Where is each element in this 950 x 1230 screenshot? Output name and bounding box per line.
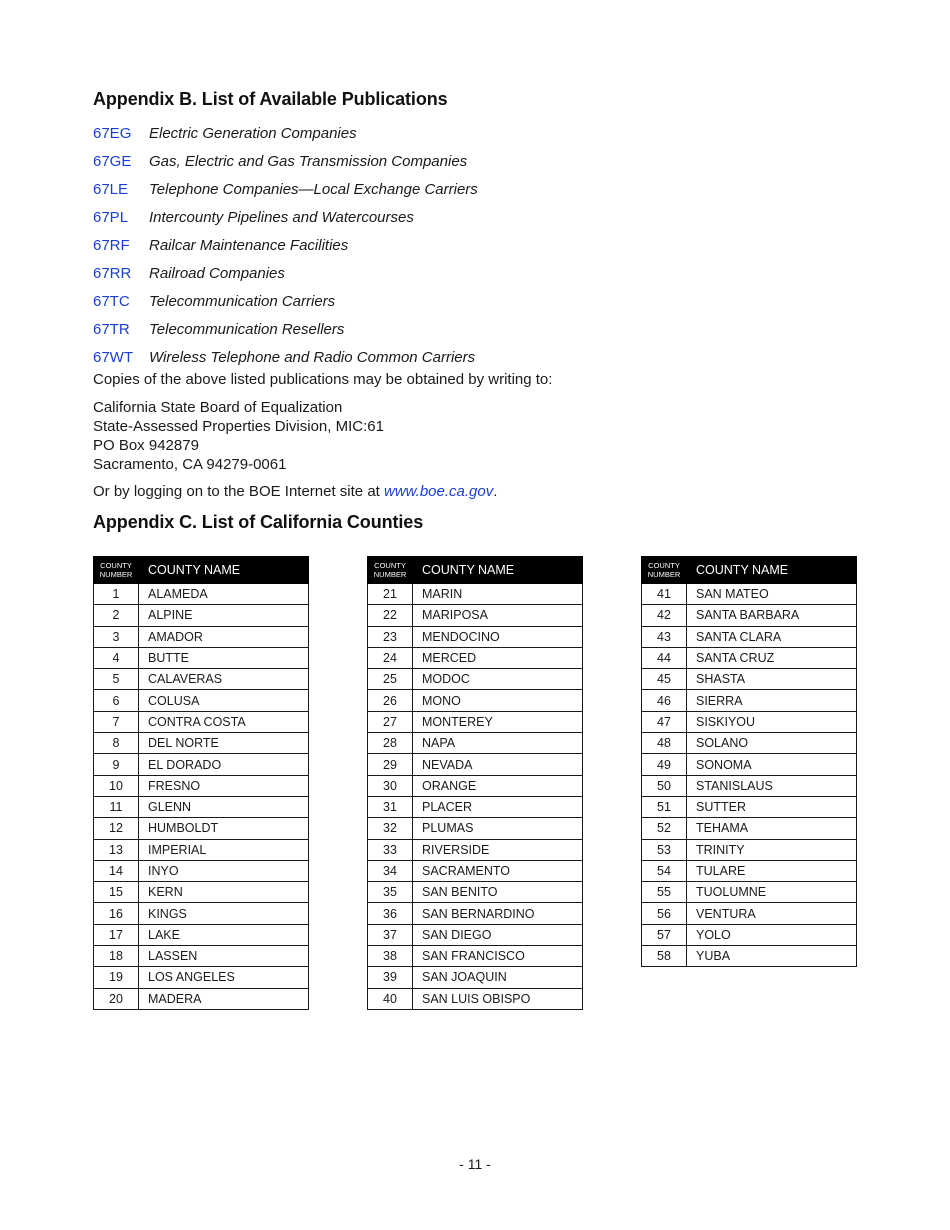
table-row bbox=[368, 860, 583, 881]
county-number: 42 bbox=[642, 605, 687, 626]
county-name: TRINITY bbox=[687, 839, 857, 860]
county-number-header-line: NUMBER bbox=[373, 570, 407, 579]
county-number-header-line: NUMBER bbox=[99, 570, 133, 579]
county-name: SOLANO bbox=[687, 733, 857, 754]
county-number: 12 bbox=[94, 818, 139, 839]
county-name-header: COUNTY NAME bbox=[139, 557, 309, 584]
county-name: SAN MATEO bbox=[687, 584, 857, 605]
county-number: 3 bbox=[94, 626, 139, 647]
publication-title: Railroad Companies bbox=[149, 264, 285, 282]
publication-title: Telephone Companies—Local Exchange Carriers bbox=[149, 180, 478, 198]
county-number: 24 bbox=[368, 647, 413, 668]
table-row bbox=[94, 882, 309, 903]
table-row bbox=[94, 839, 309, 860]
county-table-header bbox=[94, 557, 309, 584]
table-row bbox=[94, 860, 309, 881]
county-name: SUTTER bbox=[687, 796, 857, 817]
county-name: SAN BENITO bbox=[413, 882, 583, 903]
publication-row bbox=[93, 231, 478, 259]
county-number: 23 bbox=[368, 626, 413, 647]
address-line: Sacramento, CA 94279-0061 bbox=[93, 456, 287, 473]
county-number: 19 bbox=[94, 967, 139, 988]
county-name: CONTRA COSTA bbox=[139, 711, 309, 732]
county-number: 1 bbox=[94, 584, 139, 605]
county-number: 25 bbox=[368, 669, 413, 690]
table-row bbox=[94, 818, 309, 839]
publication-row bbox=[93, 343, 478, 371]
county-table-1 bbox=[93, 556, 309, 1010]
table-row bbox=[94, 775, 309, 796]
county-name: MARIPOSA bbox=[413, 605, 583, 626]
county-name: SHASTA bbox=[687, 669, 857, 690]
publication-code-link[interactable]: 67RF bbox=[93, 236, 130, 254]
table-row bbox=[368, 605, 583, 626]
county-name: SANTA BARBARA bbox=[687, 605, 857, 626]
internet-site-line bbox=[93, 482, 497, 501]
county-number: 17 bbox=[94, 924, 139, 945]
county-number: 30 bbox=[368, 775, 413, 796]
table-row bbox=[368, 626, 583, 647]
county-name: SAN FRANCISCO bbox=[413, 946, 583, 967]
county-name: SANTA CRUZ bbox=[687, 647, 857, 668]
county-number: 5 bbox=[94, 669, 139, 690]
county-name: VENTURA bbox=[687, 903, 857, 924]
table-row bbox=[368, 903, 583, 924]
copies-text: Copies of the above listed publications may be obtained by writing to: bbox=[93, 371, 553, 388]
county-name: SAN JOAQUIN bbox=[413, 967, 583, 988]
county-name: PLUMAS bbox=[413, 818, 583, 839]
table-row bbox=[368, 988, 583, 1009]
county-number: 11 bbox=[94, 796, 139, 817]
publication-code-link[interactable]: 67TC bbox=[93, 292, 130, 310]
county-name: LOS ANGELES bbox=[139, 967, 309, 988]
county-number-header-line: NUMBER bbox=[647, 570, 681, 579]
publication-title: Wireless Telephone and Radio Common Carriers bbox=[149, 348, 476, 366]
table-row bbox=[368, 967, 583, 988]
table-row bbox=[94, 690, 309, 711]
county-name: IMPERIAL bbox=[139, 839, 309, 860]
county-number: 10 bbox=[94, 775, 139, 796]
county-number: 48 bbox=[642, 733, 687, 754]
publication-code-link[interactable]: 67RR bbox=[93, 264, 132, 282]
table-row bbox=[642, 754, 857, 775]
table-row bbox=[94, 796, 309, 817]
county-name: SAN BERNARDINO bbox=[413, 903, 583, 924]
publication-title: Electric Generation Companies bbox=[149, 124, 357, 142]
county-number: 37 bbox=[368, 924, 413, 945]
county-number: 7 bbox=[94, 711, 139, 732]
table-row bbox=[642, 711, 857, 732]
county-number: 56 bbox=[642, 903, 687, 924]
table-row bbox=[368, 711, 583, 732]
county-name: NEVADA bbox=[413, 754, 583, 775]
publication-row bbox=[93, 315, 478, 343]
table-row bbox=[94, 647, 309, 668]
county-name: ALPINE bbox=[139, 605, 309, 626]
county-name: LASSEN bbox=[139, 946, 309, 967]
county-name: DEL NORTE bbox=[139, 733, 309, 754]
county-number: 46 bbox=[642, 690, 687, 711]
county-number: 32 bbox=[368, 818, 413, 839]
county-name: FRESNO bbox=[139, 775, 309, 796]
table-row bbox=[642, 669, 857, 690]
table-row bbox=[642, 775, 857, 796]
county-number: 53 bbox=[642, 839, 687, 860]
county-number: 43 bbox=[642, 626, 687, 647]
county-number: 26 bbox=[368, 690, 413, 711]
county-number-header bbox=[94, 557, 139, 584]
table-row bbox=[368, 796, 583, 817]
table-row bbox=[368, 818, 583, 839]
appendix-c-title: Appendix C. List of California Counties bbox=[93, 512, 424, 532]
county-table-header bbox=[368, 557, 583, 584]
county-number: 22 bbox=[368, 605, 413, 626]
county-name: LAKE bbox=[139, 924, 309, 945]
county-number: 58 bbox=[642, 946, 687, 967]
county-table-2 bbox=[367, 556, 583, 1010]
table-row bbox=[642, 647, 857, 668]
county-number: 55 bbox=[642, 882, 687, 903]
table-row bbox=[94, 988, 309, 1009]
county-name: STANISLAUS bbox=[687, 775, 857, 796]
county-name-header: COUNTY NAME bbox=[687, 557, 857, 584]
publication-code-link[interactable]: 67GE bbox=[93, 152, 132, 170]
county-number-header-line: COUNTY bbox=[374, 561, 406, 570]
county-table-3 bbox=[641, 556, 857, 967]
county-number: 40 bbox=[368, 988, 413, 1009]
table-row bbox=[368, 669, 583, 690]
county-number: 49 bbox=[642, 754, 687, 775]
county-number-header-line: COUNTY bbox=[648, 561, 680, 570]
table-row bbox=[368, 946, 583, 967]
publication-title: Gas, Electric and Gas Transmission Companies bbox=[149, 152, 468, 170]
mailing-address bbox=[93, 398, 384, 474]
county-number: 14 bbox=[94, 860, 139, 881]
county-number: 34 bbox=[368, 860, 413, 881]
county-name: ALAMEDA bbox=[139, 584, 309, 605]
county-number: 27 bbox=[368, 711, 413, 732]
county-number: 54 bbox=[642, 860, 687, 881]
table-row bbox=[642, 605, 857, 626]
publication-title: Telecommunication Resellers bbox=[149, 320, 345, 338]
table-row bbox=[94, 946, 309, 967]
county-number: 39 bbox=[368, 967, 413, 988]
county-number: 38 bbox=[368, 946, 413, 967]
county-name: SAN DIEGO bbox=[413, 924, 583, 945]
county-number: 29 bbox=[368, 754, 413, 775]
county-name: BUTTE bbox=[139, 647, 309, 668]
county-number-header bbox=[368, 557, 413, 584]
county-number: 41 bbox=[642, 584, 687, 605]
county-number: 6 bbox=[94, 690, 139, 711]
table-row bbox=[368, 754, 583, 775]
county-number: 36 bbox=[368, 903, 413, 924]
county-name: PLACER bbox=[413, 796, 583, 817]
publication-title: Telecommunication Carriers bbox=[149, 292, 336, 310]
county-number-header bbox=[642, 557, 687, 584]
county-number-header-line: COUNTY bbox=[100, 561, 132, 570]
internet-prefix: Or by logging on to the BOE Internet site at bbox=[93, 483, 384, 500]
publication-title: Intercounty Pipelines and Watercourses bbox=[149, 208, 414, 226]
table-row bbox=[642, 924, 857, 945]
county-name: EL DORADO bbox=[139, 754, 309, 775]
county-name: AMADOR bbox=[139, 626, 309, 647]
county-name: SANTA CLARA bbox=[687, 626, 857, 647]
county-name: MENDOCINO bbox=[413, 626, 583, 647]
table-row bbox=[642, 796, 857, 817]
address-line: California State Board of Equalization bbox=[93, 399, 343, 416]
page-number: - 11 - bbox=[459, 1156, 491, 1172]
publication-row bbox=[93, 147, 478, 175]
county-name: TULARE bbox=[687, 860, 857, 881]
table-row bbox=[642, 733, 857, 754]
table-row bbox=[642, 626, 857, 647]
table-row bbox=[94, 733, 309, 754]
table-row bbox=[368, 690, 583, 711]
table-row bbox=[368, 647, 583, 668]
county-name-header: COUNTY NAME bbox=[413, 557, 583, 584]
county-table-header bbox=[642, 557, 857, 584]
county-number: 9 bbox=[94, 754, 139, 775]
table-row bbox=[642, 860, 857, 881]
county-number: 33 bbox=[368, 839, 413, 860]
county-number: 47 bbox=[642, 711, 687, 732]
publication-code-link[interactable]: 67EG bbox=[93, 124, 132, 142]
county-number: 8 bbox=[94, 733, 139, 754]
publication-row bbox=[93, 259, 478, 287]
publication-title: Railcar Maintenance Facilities bbox=[149, 236, 349, 254]
publication-row bbox=[93, 175, 478, 203]
table-row bbox=[642, 839, 857, 860]
table-row bbox=[368, 733, 583, 754]
county-name: MONTEREY bbox=[413, 711, 583, 732]
county-name: TUOLUMNE bbox=[687, 882, 857, 903]
county-number: 15 bbox=[94, 882, 139, 903]
table-row bbox=[94, 626, 309, 647]
publication-row bbox=[93, 203, 478, 231]
county-number: 28 bbox=[368, 733, 413, 754]
county-number: 44 bbox=[642, 647, 687, 668]
table-row bbox=[94, 924, 309, 945]
county-number: 45 bbox=[642, 669, 687, 690]
county-number: 35 bbox=[368, 882, 413, 903]
county-name: ORANGE bbox=[413, 775, 583, 796]
table-row bbox=[642, 690, 857, 711]
table-row bbox=[642, 584, 857, 605]
county-name: SACRAMENTO bbox=[413, 860, 583, 881]
table-row bbox=[94, 967, 309, 988]
publication-row bbox=[93, 119, 478, 147]
county-name: MODOC bbox=[413, 669, 583, 690]
table-row bbox=[94, 584, 309, 605]
county-name: SAN LUIS OBISPO bbox=[413, 988, 583, 1009]
county-number: 52 bbox=[642, 818, 687, 839]
table-row bbox=[368, 882, 583, 903]
county-name: GLENN bbox=[139, 796, 309, 817]
county-number: 20 bbox=[94, 988, 139, 1009]
table-row bbox=[94, 605, 309, 626]
county-name: YUBA bbox=[687, 946, 857, 967]
county-name: KINGS bbox=[139, 903, 309, 924]
county-name: INYO bbox=[139, 860, 309, 881]
county-number: 57 bbox=[642, 924, 687, 945]
table-row bbox=[94, 669, 309, 690]
table-row bbox=[94, 711, 309, 732]
county-name: HUMBOLDT bbox=[139, 818, 309, 839]
table-row bbox=[368, 775, 583, 796]
table-row bbox=[642, 818, 857, 839]
address-line: PO Box 942879 bbox=[93, 437, 199, 454]
table-row bbox=[642, 946, 857, 967]
table-row bbox=[94, 754, 309, 775]
county-number: 4 bbox=[94, 647, 139, 668]
publication-code-link[interactable]: 67PL bbox=[93, 208, 129, 226]
county-number: 50 bbox=[642, 775, 687, 796]
county-name: SIERRA bbox=[687, 690, 857, 711]
table-row bbox=[368, 924, 583, 945]
table-row bbox=[642, 903, 857, 924]
county-name: KERN bbox=[139, 882, 309, 903]
publication-row bbox=[93, 287, 478, 315]
publication-code-link[interactable]: 67TR bbox=[93, 320, 130, 338]
county-name: YOLO bbox=[687, 924, 857, 945]
county-name: TEHAMA bbox=[687, 818, 857, 839]
publication-list bbox=[93, 119, 478, 371]
county-number: 13 bbox=[94, 839, 139, 860]
boe-website-link[interactable]: www.boe.ca.gov bbox=[384, 483, 494, 500]
county-number: 16 bbox=[94, 903, 139, 924]
county-name: MERCED bbox=[413, 647, 583, 668]
county-name: CALAVERAS bbox=[139, 669, 309, 690]
county-name: MADERA bbox=[139, 988, 309, 1009]
table-row bbox=[94, 903, 309, 924]
table-row bbox=[642, 882, 857, 903]
county-name: MARIN bbox=[413, 584, 583, 605]
publication-code-link[interactable]: 67WT bbox=[93, 348, 134, 366]
county-number: 18 bbox=[94, 946, 139, 967]
county-name: SISKIYOU bbox=[687, 711, 857, 732]
county-name: SONOMA bbox=[687, 754, 857, 775]
county-name: COLUSA bbox=[139, 690, 309, 711]
county-name: MONO bbox=[413, 690, 583, 711]
county-number: 51 bbox=[642, 796, 687, 817]
address-line: State-Assessed Properties Division, MIC:61 bbox=[93, 418, 384, 435]
county-number: 2 bbox=[94, 605, 139, 626]
county-name: NAPA bbox=[413, 733, 583, 754]
appendix-b-title: Appendix B. List of Available Publications bbox=[93, 89, 448, 109]
publication-code-link[interactable]: 67LE bbox=[93, 180, 129, 198]
county-name: RIVERSIDE bbox=[413, 839, 583, 860]
county-number: 31 bbox=[368, 796, 413, 817]
county-number: 21 bbox=[368, 584, 413, 605]
table-row bbox=[368, 839, 583, 860]
table-row bbox=[368, 584, 583, 605]
internet-suffix: . bbox=[493, 483, 498, 500]
